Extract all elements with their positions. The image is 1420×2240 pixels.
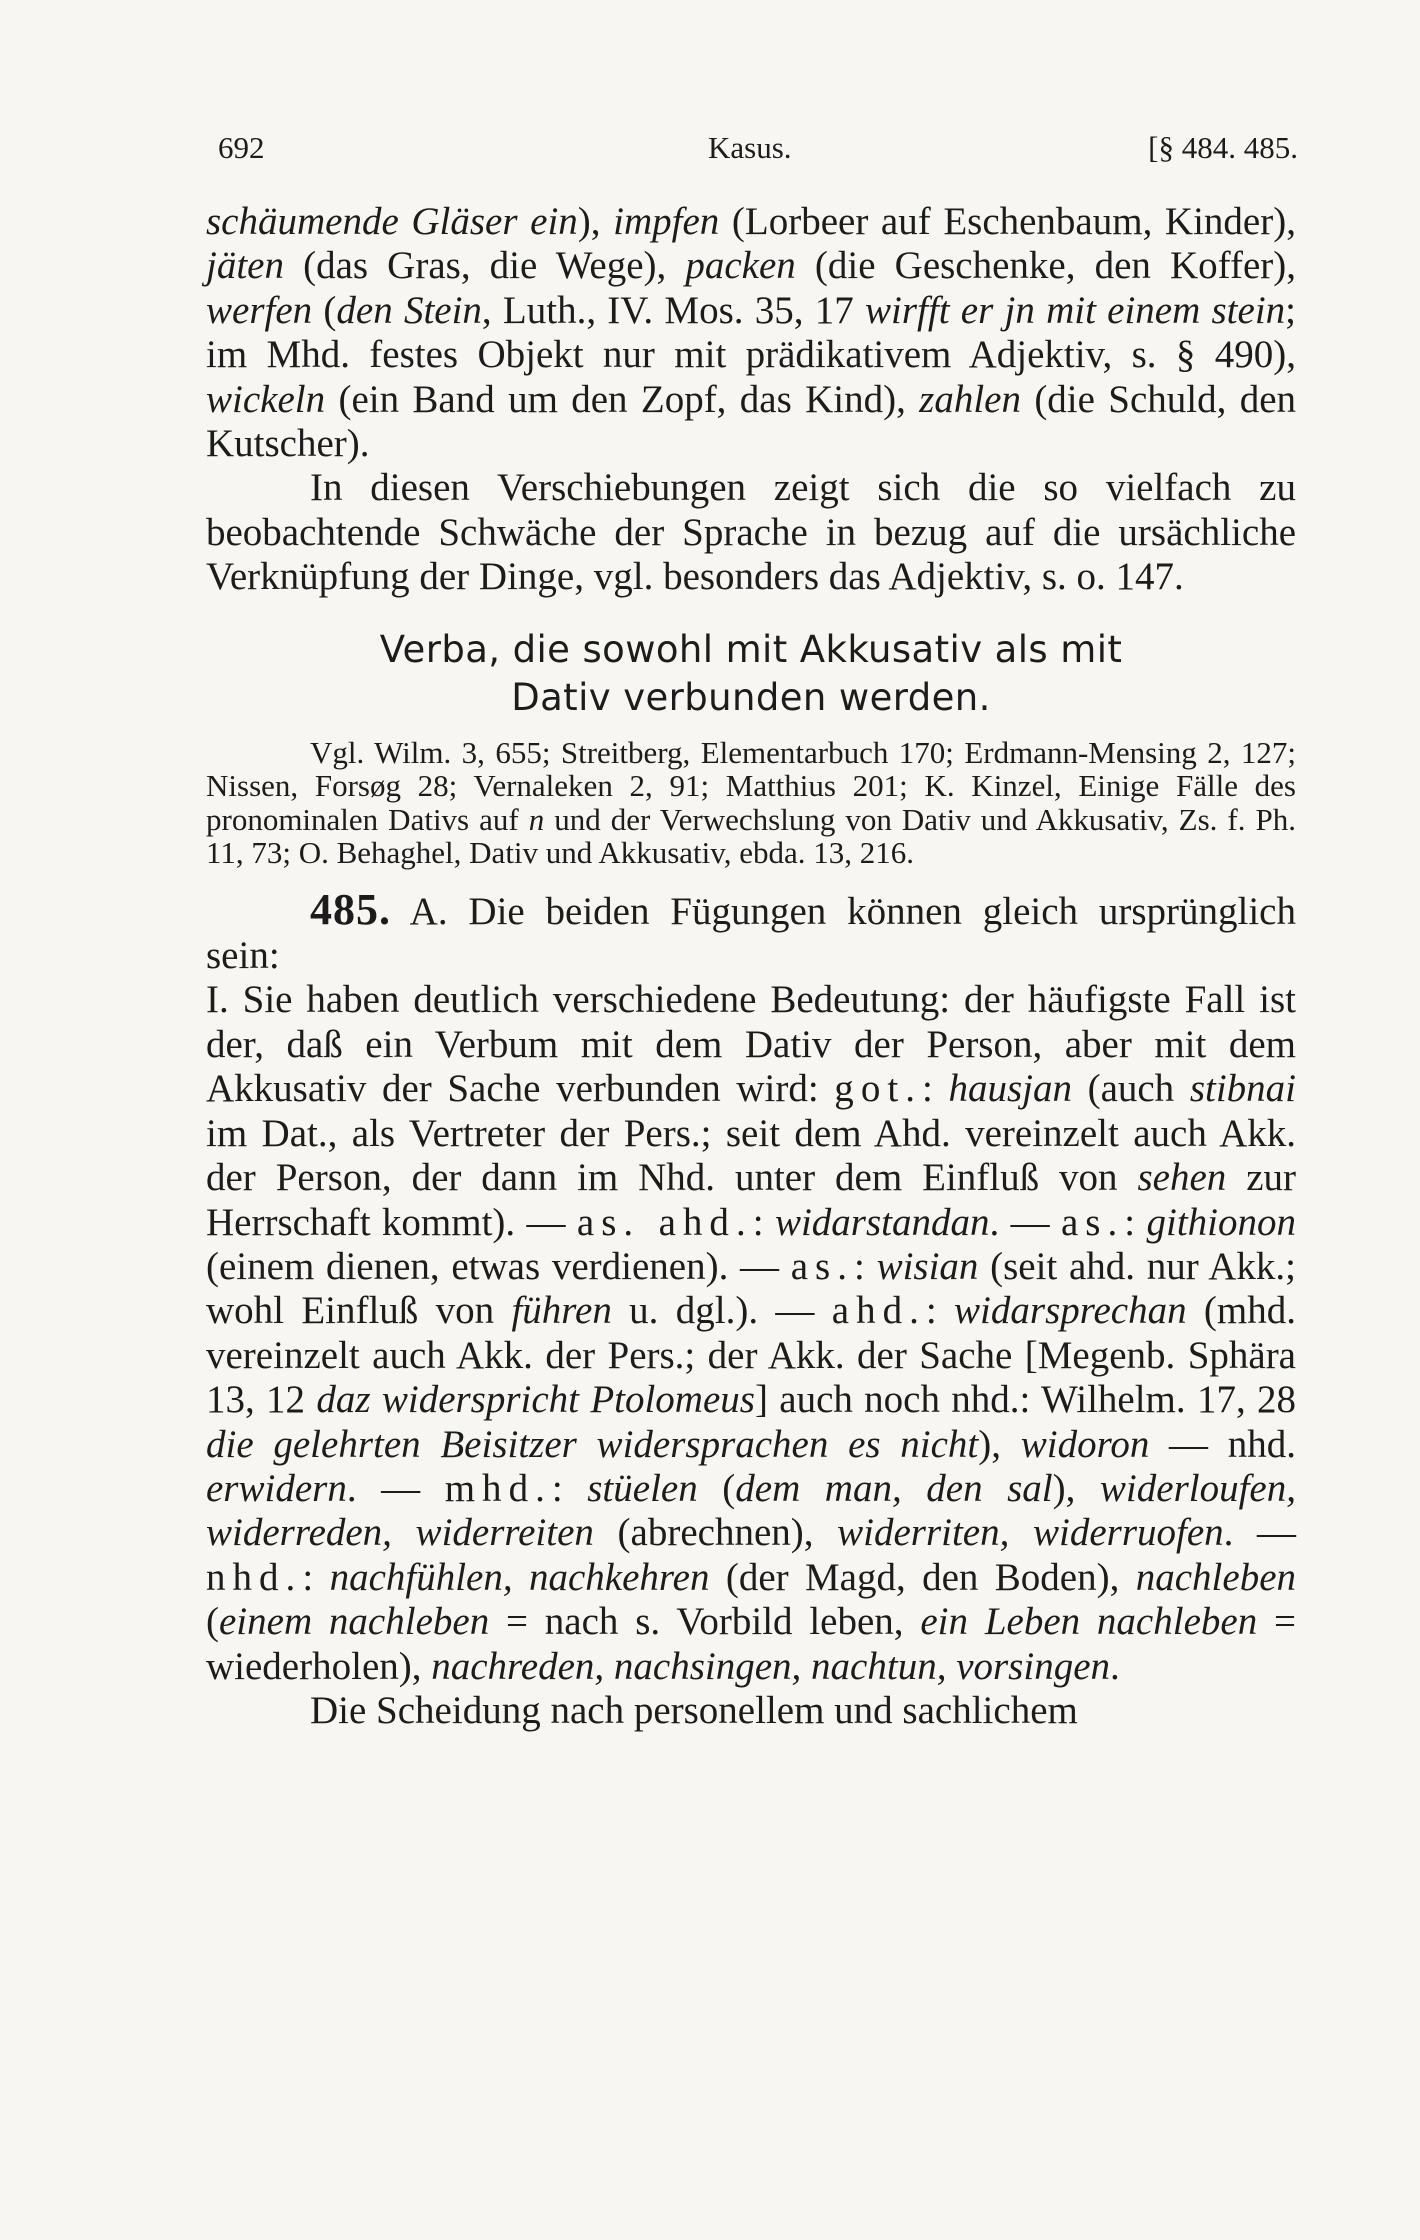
paragraph-continued: schäumende Gläser ein), impfen (Lorbeer auf Eschenbaum, Kinder), jäten (das Gras, die Wege), packen (die Geschenke, den Koffer), werfen (den Stein, Luth., IV. Mos. 35, 17 wirfft er jn mit einem stein; im Mhd. festes Objekt nur mit prädikativem Adjektiv, s. § 490), wickeln (ein Band um den Zopf, das Kind), zahlen (die Schuld, den Kutscher). xyxy=(206,200,1297,466)
section-heading xyxy=(206,626,1296,722)
paragraph-bedeutung: I. Sie haben deutlich verschiedene Bedeutung: der häufigste Fall ist der, daß ein Verbum mit dem Dativ der Person, aber mit dem Akkusativ der Sache verbunden wird: got.: hausjan (auch stibnai im Dat., als Vertreter der Pers.; seit dem Ahd. vereinzelt auch Akk. der Person, der dann im Nhd. unter dem Einfluß von sehen zur Herrschaft kommt). — as. ahd.: widarstandan. — as.: githionon (einem dienen, etwas verdienen). — as.: wisian (seit ahd. nur Akk.; wohl Einfluß von führen u. dgl.). — ahd.: widarsprechan (mhd. vereinzelt auch Akk. der Pers.; der Akk. der Sache [Megenb. Sphära 13, 12 daz widerspricht Ptolomeus] auch noch nhd.: Wilhelm. 17, 28 die gelehrten Beisitzer widersprachen es nicht), widoron — nhd. erwidern. — mhd.: stüelen (dem man, den sal), widerloufen, widerreden, widerreiten (abrechnen), widerriten, widerruofen. — nhd.: nachfühlen, nachkehren (der Magd, den Boden), nachleben (einem nachleben = nach s. Vorbild leben, ein Leben nachleben = wiederholen), nachreden, nachsingen, nachtun, vorsingen. xyxy=(206,978,1297,1688)
bibliography-note: Vgl. Wilm. 3, 655; Streitberg, Elementarbuch 170; Erdmann-Mensing 2, 127; Nissen, Forsøg 28; Vernaleken 2, 91; Matthius 201; K. Kinzel, Einige Fälle des pronominalen Dativs auf n und der Verwechslung von Dativ und Akkusativ, Zs. f. Ph. 11, 73; O. Behaghel, Dativ und Akkusativ, ebda. 13, 216. xyxy=(206,734,1296,871)
paragraph-scheidung: Die Scheidung nach personellem und sachlichem xyxy=(310,1688,1078,1732)
section-number: 485. xyxy=(310,884,391,934)
paragraph-verschiebungen: In diesen Verschiebungen zeigt sich die so vielfach zu beobachtende Schwäche der Sprache in bezug auf die ursächliche Verknüpfung der Dinge, vgl. besonders das Adjektiv, s. o. 147. xyxy=(206,466,1296,599)
running-title: Kasus. xyxy=(708,130,792,165)
heading-line-2: Dativ verbunden werden. xyxy=(511,675,991,719)
heading-line-1: Verba, die sowohl mit Akkusativ als mit xyxy=(379,627,1123,671)
page-number: 692 xyxy=(218,130,265,165)
section-range: [§ 484. 485. xyxy=(1148,130,1298,165)
page-header xyxy=(218,130,1298,180)
section-485-intro: 485. A. Die beiden Fügungen können gleich ursprünglich sein: xyxy=(206,884,1296,978)
main-text xyxy=(206,200,1296,1733)
